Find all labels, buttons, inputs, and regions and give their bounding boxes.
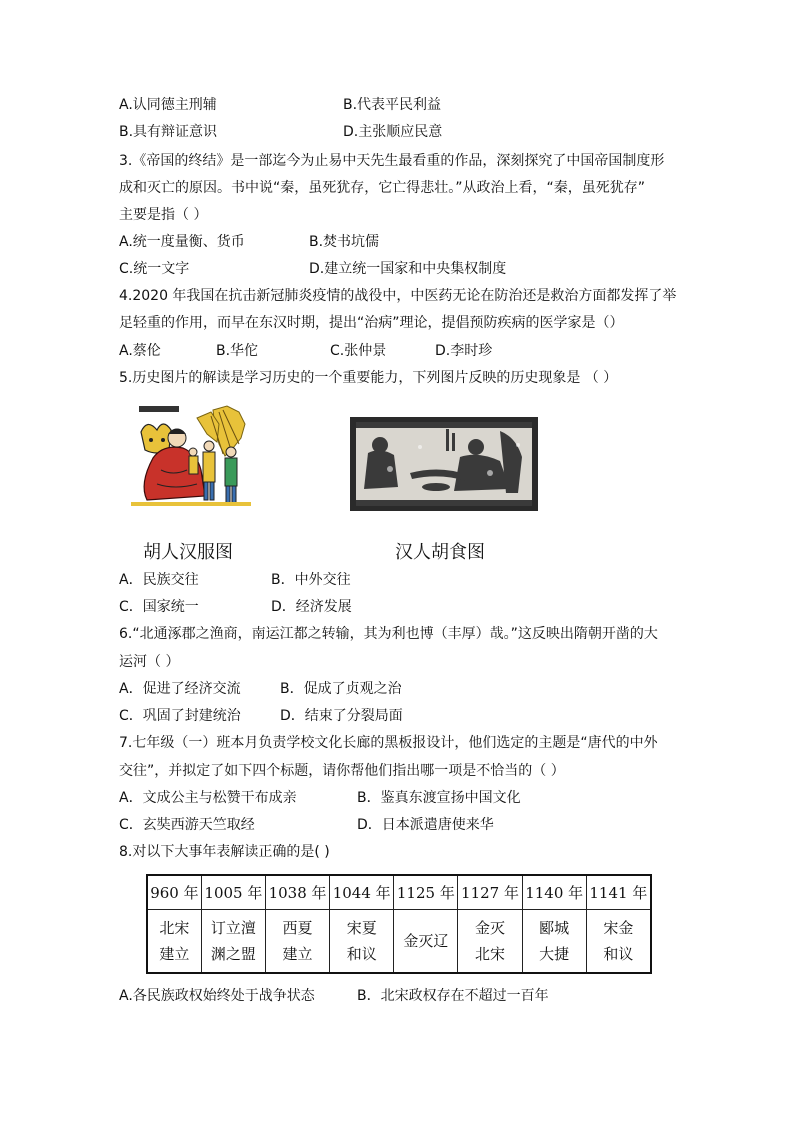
hu-people-han-clothing-picture <box>127 404 255 518</box>
table-cell-event <box>330 910 394 974</box>
q8-option-b: B．北宋政权存在不超过一百年 <box>357 988 549 1004</box>
event-line1: 北宋 <box>159 919 190 937</box>
han-people-hu-food-picture <box>350 417 538 511</box>
event-line1: 郾城 <box>539 919 570 937</box>
q6-stem-line2: 运河（ ） <box>119 654 180 670</box>
q3-option-b: B.焚书坑儒 <box>309 234 380 250</box>
q4-option-a: A.蔡伦 <box>119 343 161 359</box>
table-cell-year: 1044 年 <box>330 875 394 910</box>
q3-option-c: C.统一文字 <box>119 261 190 277</box>
event-line2: 建立 <box>282 945 313 963</box>
q5-option-b: B．中外交往 <box>271 572 351 588</box>
table-cell-event <box>201 910 265 974</box>
q8-option-a: A.各民族政权始终处于战争状态 <box>119 988 315 1004</box>
event-line2: 大捷 <box>539 945 570 963</box>
event-line1: 宋金 <box>603 919 634 937</box>
event-line2: 和议 <box>346 945 377 963</box>
event-line1: 订立澶 <box>210 919 256 937</box>
table-cell-year: 960 年 <box>147 875 201 910</box>
q4-stem-line1: 4.2020 年我国在抗击新冠肺炎疫情的战役中，中医药无论在防治还是救治方面都发挥了举 <box>119 288 677 304</box>
q3-option-a: A.统一度量衡、货币 <box>119 234 245 250</box>
table-cell-year: 1005 年 <box>201 875 265 910</box>
q2-option-a: A.认同德主刑辅 <box>119 97 217 113</box>
q4-option-c: C.张仲景 <box>330 343 387 359</box>
q4-option-d: D.李时珍 <box>435 343 493 359</box>
q3-stem-line3: 主要是指（ ） <box>119 207 208 223</box>
table-row-events <box>147 910 651 974</box>
table-cell-event <box>265 910 329 974</box>
q5-option-c: C．国家统一 <box>119 599 199 615</box>
table-cell-event <box>394 910 458 974</box>
event-line1: 金灭 <box>475 919 506 937</box>
q2-option-b: B.具有辩证意识 <box>119 124 218 140</box>
q7-option-d: D．日本派遣唐使来华 <box>357 817 494 833</box>
q7-option-c: C．玄奘西游天竺取经 <box>119 817 255 833</box>
q6-option-b: B．促成了贞观之治 <box>280 681 402 697</box>
table-row-years <box>147 875 651 910</box>
event-line2: 和议 <box>603 945 634 963</box>
table-cell-event <box>147 910 201 974</box>
table-cell-year: 1140 年 <box>522 875 586 910</box>
q2-option-b-right: B.代表平民利益 <box>343 97 442 113</box>
q6-option-d: D．结束了分裂局面 <box>280 708 403 724</box>
table-cell-event <box>586 910 651 974</box>
q5-caption-left: 胡人汉服图 <box>143 542 233 563</box>
event-line1: 西夏 <box>282 919 313 937</box>
q5-option-d: D．经济发展 <box>271 599 352 615</box>
table-cell-event <box>458 910 522 974</box>
q7-option-a: A．文成公主与松赞干布成亲 <box>119 790 297 806</box>
q3-stem-line1: 3.《帝国的终结》是一部迄今为止易中天先生最看重的作品，深刻探究了中国帝国制度形 <box>119 153 665 169</box>
q5-option-a: A．民族交往 <box>119 572 199 588</box>
q3-stem-line2: 成和灭亡的原因。书中说“秦，虽死犹存，它亡得悲壮。”从政治上看，“秦，虽死犹存” <box>119 180 646 196</box>
table-cell-year: 1038 年 <box>265 875 329 910</box>
table-cell-year: 1127 年 <box>458 875 522 910</box>
q4-option-b: B.华佗 <box>216 343 259 359</box>
event-line2: 建立 <box>159 945 190 963</box>
event-line2: 渊之盟 <box>210 945 256 963</box>
q5-caption-right: 汉人胡食图 <box>395 542 485 563</box>
q3-option-d: D.建立统一国家和中央集权制度 <box>309 261 507 277</box>
q5-stem-line1: 5.历史图片的解读是学习历史的一个重要能力，下列图片反映的历史现象是 （ ） <box>119 370 618 386</box>
q6-option-c: C．巩固了封建统治 <box>119 708 241 724</box>
q7-stem-line1: 7.七年级（一）班本月负责学校文化长廊的黑板报设计，他们选定的主题是“唐代的中外 <box>119 735 658 751</box>
event-line1: 金灭辽 <box>403 932 449 950</box>
q4-stem-line2: 足轻重的作用，而早在东汉时期，提出“治病”理论，提倡预防疾病的医学家是（） <box>119 315 624 331</box>
event-line2: 北宋 <box>475 945 506 963</box>
table-cell-year: 1141 年 <box>586 875 651 910</box>
table-cell-event <box>522 910 586 974</box>
q6-stem-line1: 6.“北通涿郡之渔商，南运江都之转输，其为利也博（丰厚）哉。”这反映出隋朝开凿的大 <box>119 626 658 642</box>
q7-option-b: B．鉴真东渡宣扬中国文化 <box>357 790 521 806</box>
q2-option-d: D.主张顺应民意 <box>343 124 443 140</box>
q6-option-a: A．促进了经济交流 <box>119 681 241 697</box>
chronology-table <box>146 874 652 974</box>
event-line1: 宋夏 <box>346 919 377 937</box>
q7-stem-line2: 交往”，并拟定了如下四个标题，请你帮他们指出哪一项是不恰当的（ ） <box>119 763 565 779</box>
table-cell-year: 1125 年 <box>394 875 458 910</box>
q8-stem-line1: 8.对以下大事年表解读正确的是( ) <box>119 844 330 860</box>
